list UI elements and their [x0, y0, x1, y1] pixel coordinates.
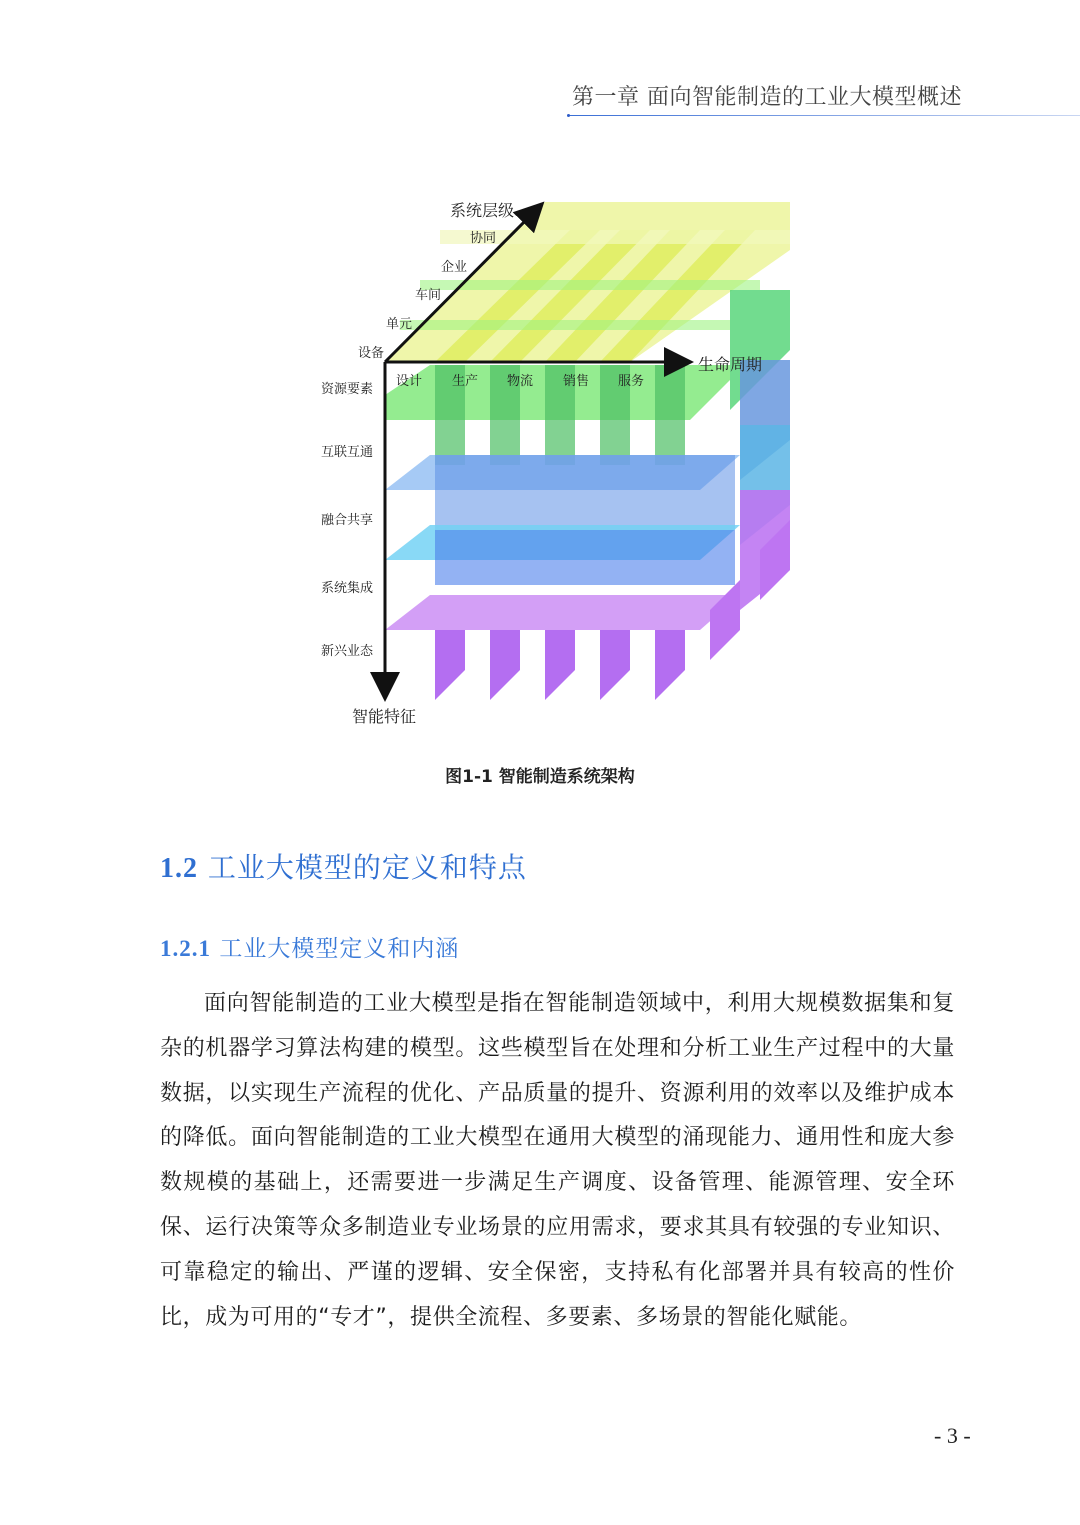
- intelligence-feature-label: 新兴业态: [321, 644, 374, 659]
- body-paragraph: 面向智能制造的工业大模型是指在智能制造领域中，利用大规模数据集和复杂的机器学习算法构建的模型。这些模型旨在处理和分析工业生产过程中的大量数据，以实现生产流程的优化、产品质量的提升、资源利用的效率以及维护成本的降低。面向智能制造的工业大模型在通用大模型的涌现能力、通用性和庞大参数规模的基础上，还需要进一步满足生产调度、设备管理、能源管理、安全环保、运行决策等众多制造业专业场景的应用需求，要求其具有较强的专业知识、可靠稳定的输出、严谨的逻辑、安全保密，支持私有化部署并具有较高的性价比，成为可用的“专才”，提供全流程、多要素、多场景的智能化赋能。: [160, 991, 955, 1330]
- intelligence-feature-label: 互联互通: [321, 445, 374, 460]
- intelligence-feature-label: 融合共享: [321, 513, 374, 528]
- intelligence-feature-label: 系统集成: [321, 581, 374, 596]
- section-number: 1.2: [160, 853, 198, 884]
- system-level-label: 设备: [358, 346, 385, 361]
- architecture-figure: [300, 190, 800, 735]
- subsection-number: 1.2.1: [160, 936, 211, 961]
- intelligence-feature-label: 资源要素: [321, 382, 374, 397]
- section-heading: [160, 846, 527, 886]
- axis-title-intelligence: 智能特征: [352, 707, 417, 726]
- lifecycle-label: 服务: [618, 374, 645, 389]
- page-number: - 3 -: [934, 1423, 971, 1448]
- system-level-label: 单元: [386, 317, 413, 332]
- axis-title-lifecycle: 生命周期: [698, 355, 763, 374]
- lifecycle-label: 设计: [396, 374, 423, 389]
- cube-diagram: [300, 190, 800, 735]
- section-title: 工业大模型的定义和特点: [207, 851, 527, 884]
- subsection-heading: [160, 930, 459, 963]
- subsection-title: 工业大模型定义和内涵: [219, 936, 460, 962]
- lifecycle-label: 物流: [507, 374, 534, 389]
- layer-yellow: [385, 202, 790, 362]
- header-divider-dot: [567, 114, 570, 117]
- lifecycle-label: 销售: [563, 374, 590, 389]
- header-divider: [568, 115, 1080, 116]
- figure-caption: 图1-1 智能制造系统架构: [445, 767, 635, 787]
- system-level-label: 车间: [415, 288, 442, 303]
- lifecycle-label: 生产: [452, 374, 479, 389]
- system-level-label: 协同: [470, 231, 497, 246]
- axis-title-system-level: 系统层级: [450, 201, 515, 220]
- running-header-title: 第一章 面向智能制造的工业大模型概述: [572, 85, 962, 110]
- system-level-label: 企业: [441, 260, 468, 275]
